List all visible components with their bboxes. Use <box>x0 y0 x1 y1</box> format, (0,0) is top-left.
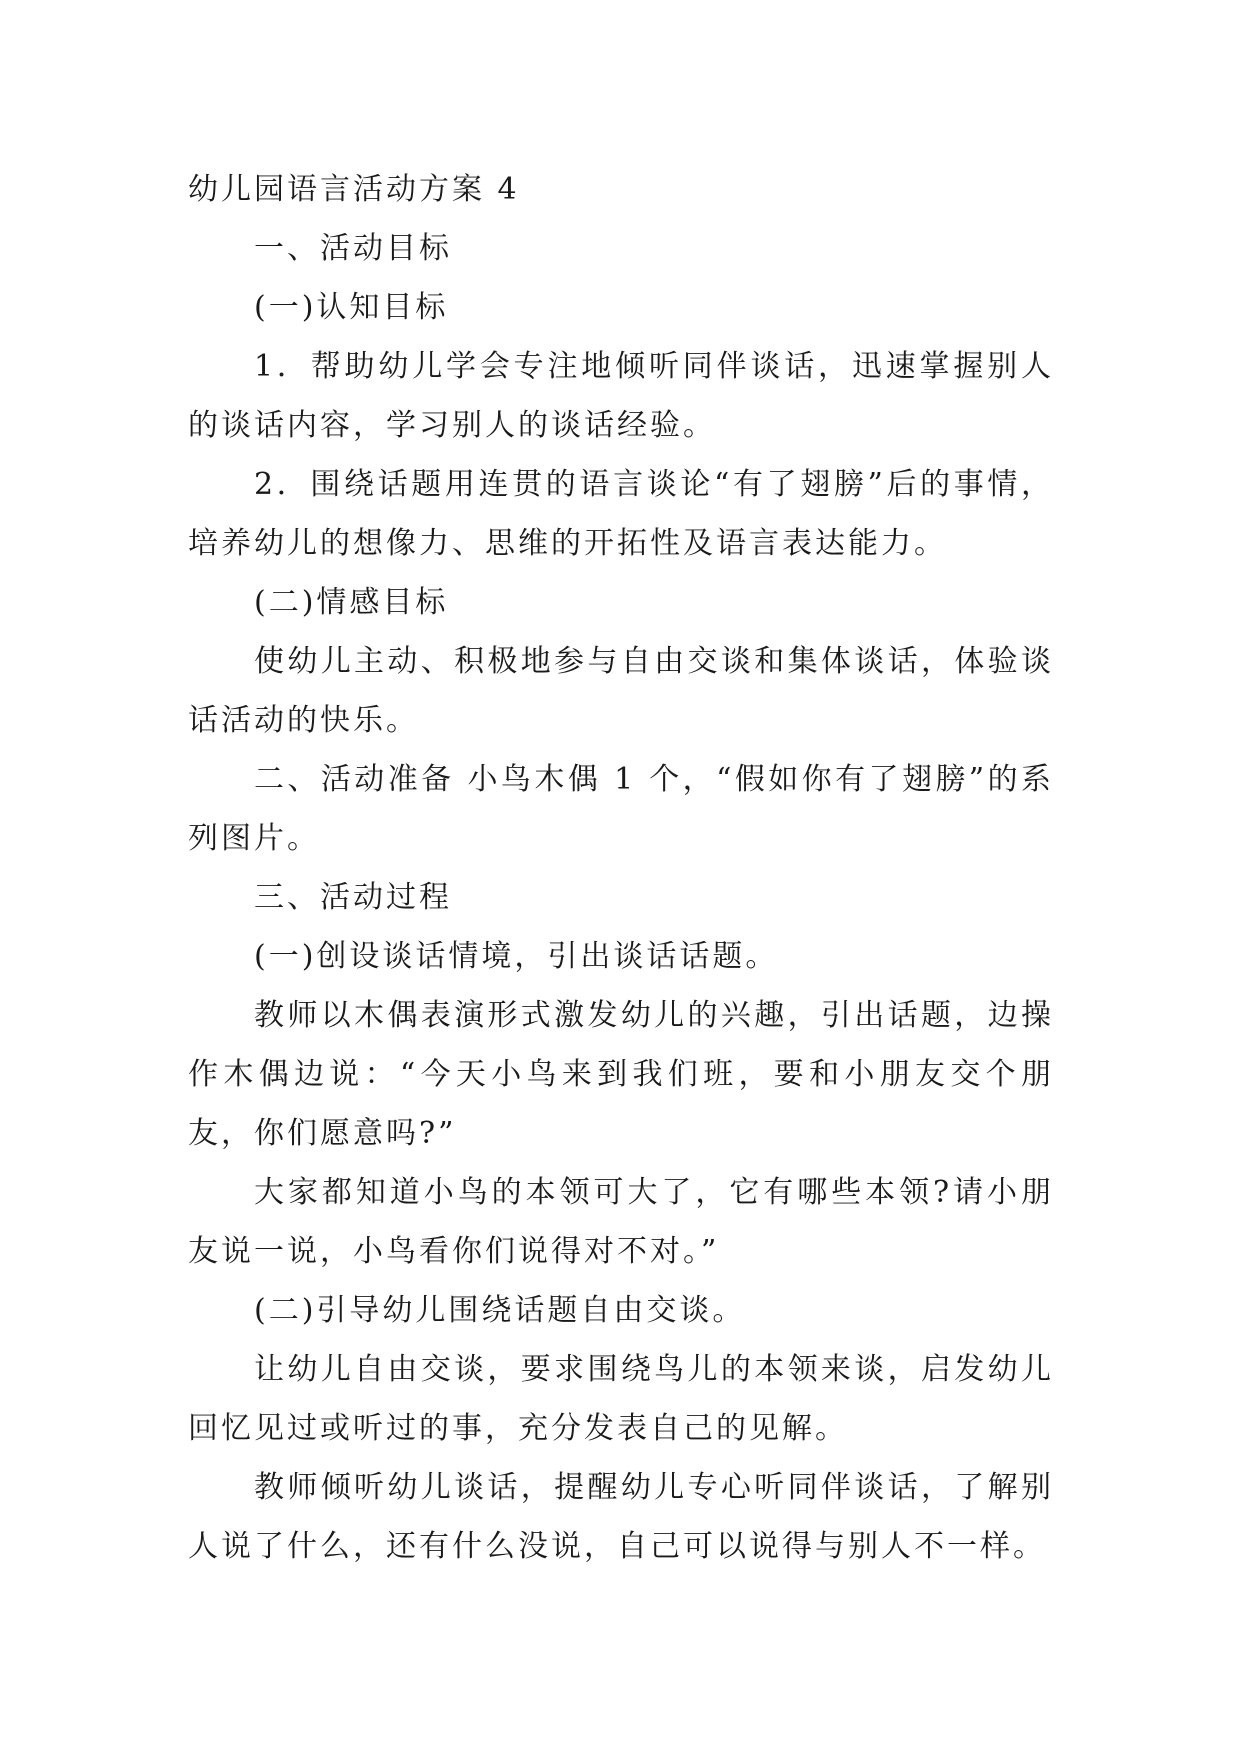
document-title: 幼儿园语言活动方案 4 <box>188 172 520 207</box>
paragraph-teacher-listens: 教师倾听幼儿谈话，提醒幼儿专心听同伴谈话，了解别人说了什么，还有什么没说，自己可以说得与别人不一样。 <box>188 1470 1054 1564</box>
section-heading-goals: 一、活动目标 <box>254 231 452 266</box>
paragraph-goal-2: 2．围绕话题用连贯的语言谈论“有了翅膀”后的事情，培养幼儿的想像力、思维的开拓性及语言表达能力。 <box>188 467 1054 561</box>
section-heading-process: 三、活动过程 <box>254 880 452 915</box>
paragraph-preparation: 二、活动准备 小鸟木偶 1 个，“假如你有了翅膀”的系列图片。 <box>188 762 1054 856</box>
paragraph-bird-skills: 大家都知道小鸟的本领可大了，它有哪些本领?请小朋友说一说，小鸟看你们说得对不对。” <box>188 1175 1054 1269</box>
document-body <box>188 160 1054 1576</box>
paragraph-free-talk: 让幼儿自由交谈，要求围绕鸟儿的本领来谈，启发幼儿回忆见过或听过的事，充分发表自己的见解。 <box>188 1352 1054 1446</box>
subheading-free-talk: (二)引导幼儿围绕话题自由交谈。 <box>254 1293 746 1328</box>
subheading-emotional-goals: (二)情感目标 <box>254 585 449 620</box>
subheading-create-context: (一)创设谈话情境，引出谈话话题。 <box>254 939 779 974</box>
subheading-cognitive-goals: (一)认知目标 <box>254 290 449 325</box>
paragraph-goal-1: 1．帮助幼儿学会专注地倾听同伴谈话，迅速掌握别人的谈话内容，学习别人的谈话经验。 <box>188 349 1054 443</box>
paragraph-puppet-show: 教师以木偶表演形式激发幼儿的兴趣，引出话题，边操作木偶边说：“今天小鸟来到我们班，要和小朋友交个朋友，你们愿意吗?” <box>188 998 1054 1151</box>
paragraph-emotional-goal: 使幼儿主动、积极地参与自由交谈和集体谈话，体验谈话活动的快乐。 <box>188 644 1054 738</box>
